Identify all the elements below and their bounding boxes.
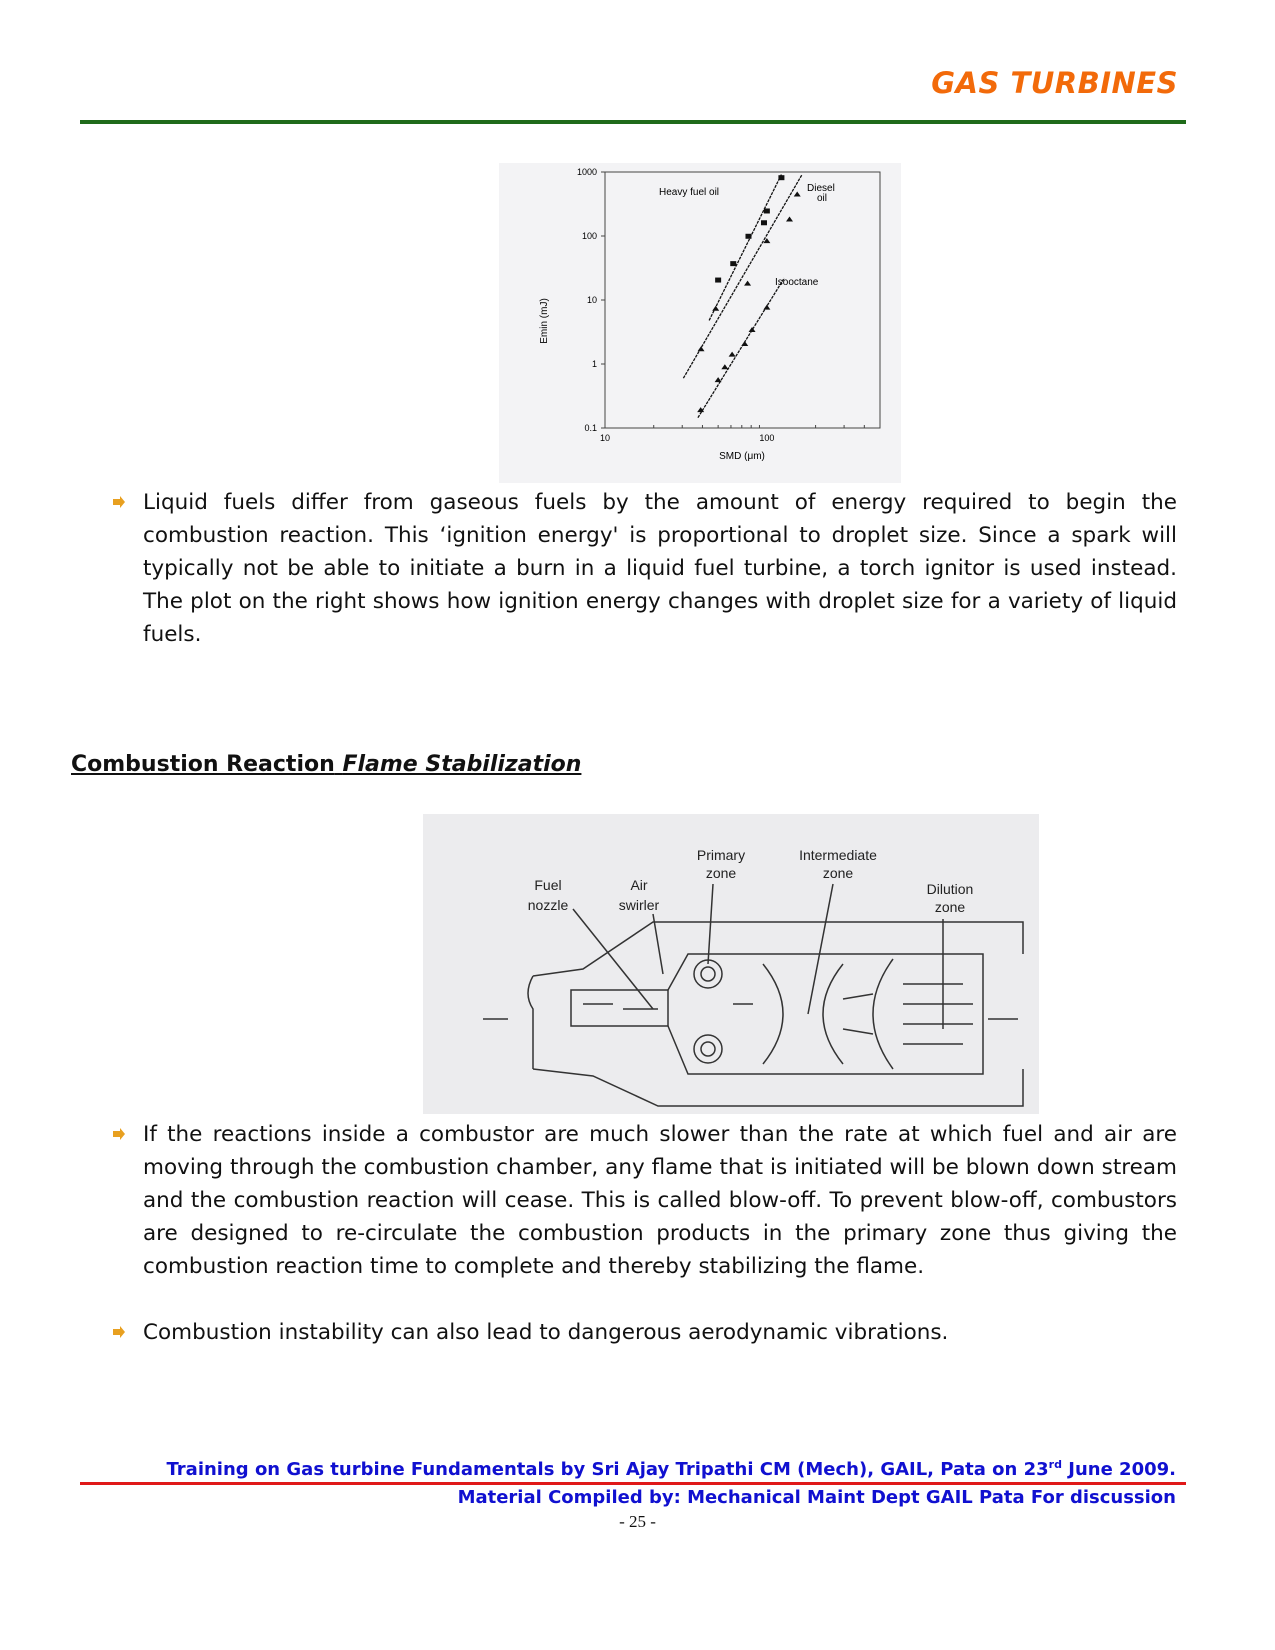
section-heading — [71, 752, 581, 777]
footer-compiled-line: Material Compiled by: Mechanical Maint Dept GAIL Pata For discussion — [457, 1487, 1176, 1508]
series-label-diesel-line2: oil — [817, 193, 828, 204]
label-dilution-zone-2: zone — [934, 899, 966, 915]
label-air-swirler-2: swirler — [618, 897, 660, 913]
ignition-energy-chart — [499, 163, 901, 483]
data-point-diesel-oil — [786, 217, 793, 222]
label-dilution-zone-1: Dilution — [926, 881, 974, 897]
label-fuel-nozzle-2: nozzle — [527, 897, 569, 913]
y-axis-label: Emin (mJ) — [539, 298, 550, 344]
document-header-title: GAS TURBINES — [931, 66, 1178, 100]
label-intermediate-zone-1: Intermediate — [799, 847, 877, 863]
data-point-heavy-fuel-oil — [745, 234, 751, 239]
series-label-isooctane: Isooctane — [775, 277, 819, 288]
data-point-heavy-fuel-oil — [761, 220, 767, 225]
y-tick-label: 1000 — [576, 167, 597, 177]
x-tick-label: 100 — [759, 433, 775, 443]
data-point-diesel-oil — [698, 346, 705, 351]
data-point-isooctane — [741, 341, 748, 346]
footer-training-line — [167, 1458, 1177, 1480]
footer-rule — [80, 1482, 1186, 1485]
data-point-isooctane — [763, 305, 770, 310]
series-label-diesel-line1: Diesel — [807, 183, 835, 194]
data-point-diesel-oil — [744, 281, 751, 286]
fit-line-isooctane — [698, 278, 784, 418]
data-point-diesel-oil — [794, 191, 801, 196]
data-point-heavy-fuel-oil — [715, 278, 721, 283]
bullet-ignition-energy — [112, 486, 1177, 651]
label-fuel-nozzle-1: Fuel — [534, 877, 562, 893]
combustor-svg — [423, 814, 1039, 1114]
bullet-arrow-icon — [112, 1127, 126, 1141]
label-primary-zone-2: zone — [705, 865, 737, 881]
header-rule — [80, 120, 1186, 124]
paragraph: Liquid fuels differ from gaseous fuels by the amount of energy required to begin the combustion reaction. This ‘ignition energy' is proportional to droplet size. Since a spark will typically not be able to initiate a burn in a liquid fuel turbine, a torch ignitor is used instead. The plot on the right shows how ignition energy changes with droplet size for a variety of liquid fuels. — [143, 490, 1177, 647]
plot-frame — [605, 172, 880, 428]
data-point-heavy-fuel-oil — [730, 261, 736, 266]
y-tick-label: 0.1 — [584, 423, 597, 433]
data-point-isooctane — [729, 352, 736, 357]
bullet-arrow-icon — [112, 495, 126, 509]
x-tick-label: 10 — [599, 433, 611, 443]
data-point-diesel-oil — [712, 306, 719, 311]
section-heading-bold: Combustion Reaction — [71, 752, 335, 777]
label-air-swirler-1: Air — [630, 877, 648, 893]
y-tick-label: 10 — [586, 295, 597, 305]
footer-line1-sup: rd — [1048, 1458, 1062, 1471]
fit-line-heavy-fuel-oil — [709, 175, 781, 321]
combustor-diagram — [423, 814, 1039, 1114]
y-tick-label: 1 — [591, 359, 597, 369]
data-point-heavy-fuel-oil — [764, 208, 770, 213]
footer-line1-text: Training on Gas turbine Fundamentals by Sri Ajay Tripathi CM (Mech), GAIL, Pata on 23 — [166, 1459, 1049, 1480]
bullet-arrow-icon — [112, 1325, 126, 1339]
data-point-isooctane — [721, 364, 728, 369]
bullet-blow-off — [112, 1118, 1177, 1283]
chart-svg — [499, 163, 901, 483]
data-point-isooctane — [715, 377, 722, 382]
data-point-heavy-fuel-oil — [778, 175, 784, 180]
label-intermediate-zone-2: zone — [822, 865, 854, 881]
x-axis-label: SMD (μm) — [719, 451, 765, 462]
combustor-outline — [483, 884, 1023, 1106]
bullet-instability — [112, 1316, 1177, 1349]
section-heading-italic: Flame Stabilization — [342, 752, 582, 777]
footer-line1-end: June 2009. — [1061, 1459, 1176, 1480]
paragraph: If the reactions inside a combustor are much slower than the rate at which fuel and air are moving through the combustion chamber, any flame that is initiated will be blown down stream and the combustion reaction will cease. This is called blow-off. To prevent blow-off, combustors are designed to re-circulate the combustion products in the primary zone thus giving the combustion reaction time to complete and thereby stabilizing the flame. — [143, 1122, 1177, 1279]
y-tick-label: 100 — [581, 231, 597, 241]
paragraph: Combustion instability can also lead to dangerous aerodynamic vibrations. — [143, 1320, 949, 1345]
label-primary-zone-1: Primary — [696, 847, 746, 863]
page-number: - 25 - — [619, 1512, 656, 1531]
data-point-isooctane — [749, 327, 756, 332]
series-label-heavy-fuel-oil: Heavy fuel oil — [659, 187, 720, 198]
